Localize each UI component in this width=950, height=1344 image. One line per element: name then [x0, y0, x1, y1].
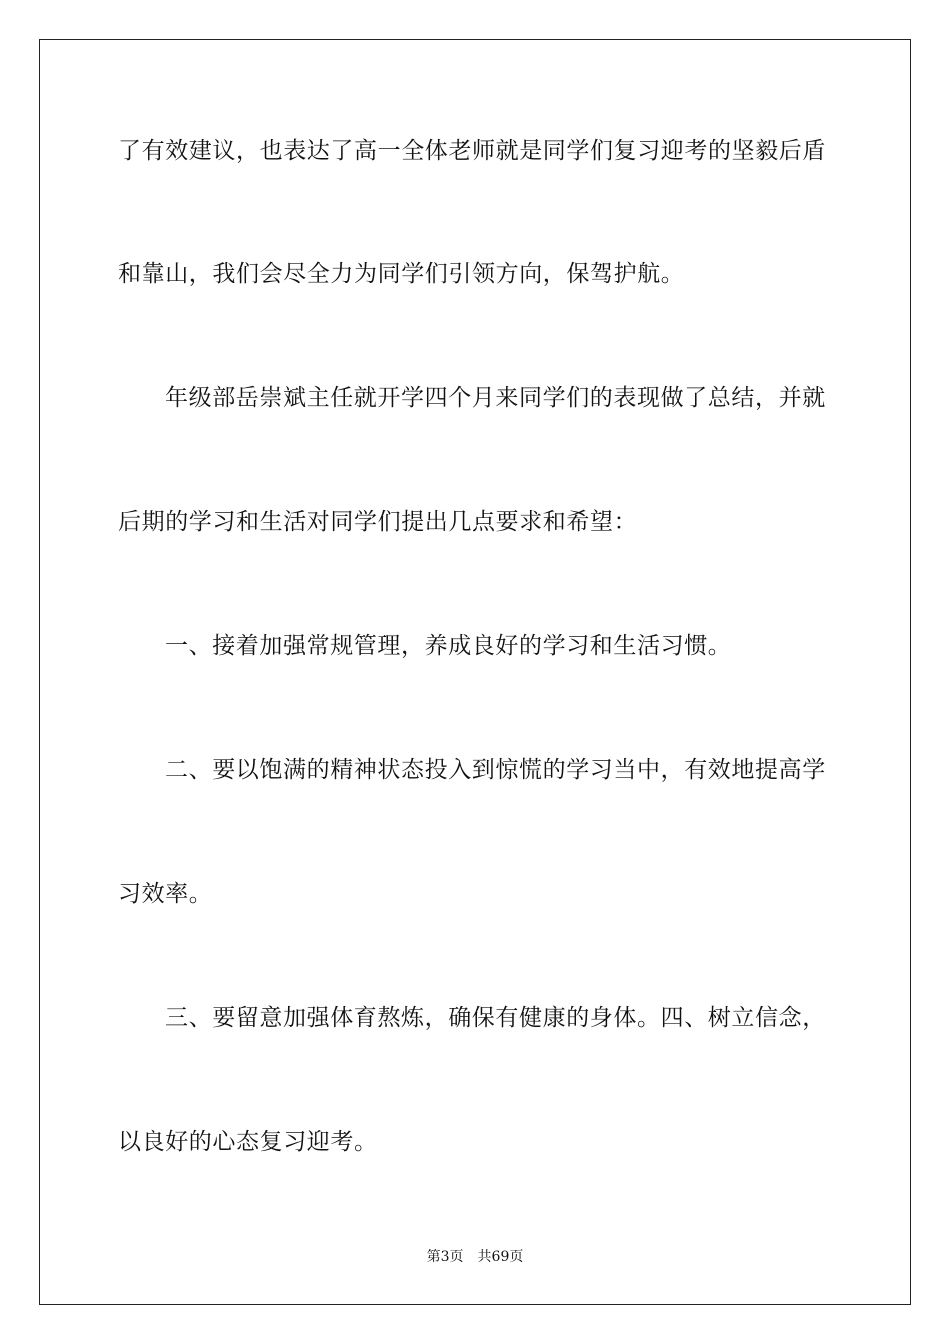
list-item-3: 三、要留意加强体育熬炼，确保有健康的身体。四、树立信念，: [165, 1005, 826, 1031]
body-text-line: 了有效建议，也表达了高一全体老师就是同学们复习迎考的坚毅后盾: [118, 138, 826, 164]
body-text-line: 后期的学习和生活对同学们提出几点要求和希望：: [118, 509, 638, 535]
total-pages: 共69页: [477, 1249, 524, 1265]
body-text-line: 和靠山，我们会尽全力为同学们引领方向，保驾护航。: [118, 261, 685, 287]
list-item-1: 一、接着加强常规管理，养成良好的学习和生活习惯。: [165, 633, 732, 659]
page-footer: [0, 1248, 950, 1266]
page-border: [39, 39, 911, 1305]
body-text-line: 以良好的心态复习迎考。: [118, 1129, 378, 1155]
body-text-line: 习效率。: [118, 881, 213, 907]
page-number: 第3页: [426, 1249, 464, 1265]
paragraph-start-line: 年级部岳崇斌主任就开学四个月来同学们的表现做了总结，并就: [165, 385, 826, 411]
list-item-2: 二、要以饱满的精神状态投入到惊慌的学习当中，有效地提高学: [165, 757, 826, 783]
